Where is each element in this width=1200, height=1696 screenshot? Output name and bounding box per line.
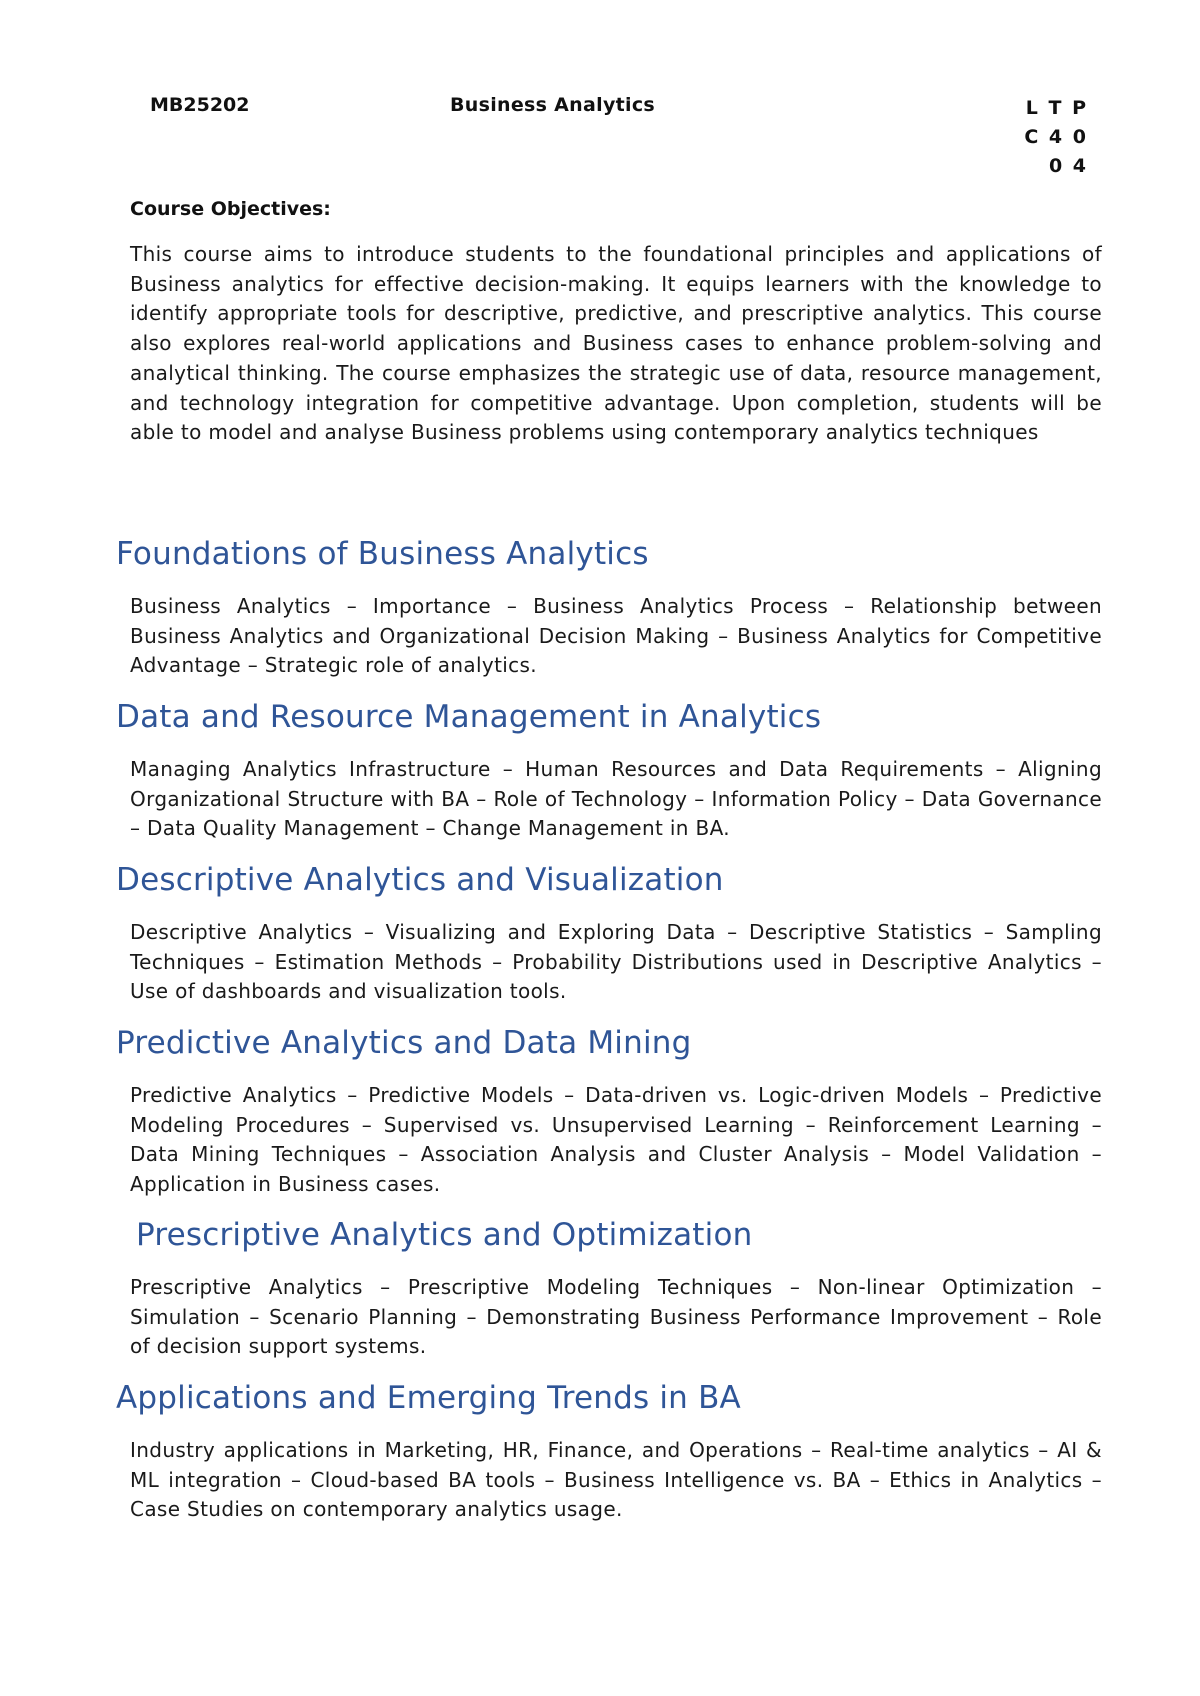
- section-heading-descriptive: Descriptive Analytics and Visualization: [116, 862, 724, 898]
- objectives-text: This course aims to introduce students to the foundational principles and applications of Business analytics for effective decision-making. It equips learners with the knowledge to identify appropriate tools for descriptive, predictive, and prescriptive analytics. This course also explores real-world applications and Business cases to enhance problem-solving and analytical thinking. The course emphasizes the strategic use of data, resource management, and technology integration for competitive advantage. Upon completion, students will be able to model and analyse Business problems using contemporary analytics techniques: [130, 242, 1102, 445]
- ltpc-line: 0 4: [1048, 155, 1088, 177]
- course-title: Business Analytics: [450, 94, 655, 116]
- section-heading-predictive: Predictive Analytics and Data Mining: [116, 1025, 692, 1061]
- section-text-descriptive: Descriptive Analytics – Visualizing and Exploring Data – Descriptive Statistics – Sampling Techniques – Estimation Methods – Probability Distributions used in Descriptive Analytics – Use of dashboards and visualization tools.: [130, 920, 1102, 1004]
- section-text-applications: Industry applications in Marketing, HR, Finance, and Operations – Real-time analytics – AI & ML integration – Cloud-based BA tools – Business Intelligence vs. BA – Ethics in Analytics – Case Studies on contemporary analytics usage.: [130, 1438, 1102, 1522]
- section-heading-data-resource: Data and Resource Management in Analytics: [116, 699, 822, 735]
- section-heading-foundations: Foundations of Business Analytics: [116, 536, 649, 572]
- course-header: [150, 94, 1088, 184]
- section-heading-applications: Applications and Emerging Trends in BA: [116, 1380, 741, 1416]
- section-text-predictive: Predictive Analytics – Predictive Models – Data-driven vs. Logic-driven Models – Predictive Modeling Procedures – Supervised vs. Unsupervised Learning – Reinforcement Learning – Data Mining Techniques – Association Analysis and Cluster Analysis – Model Validation – Application in Business cases.: [130, 1083, 1102, 1197]
- section-heading-prescriptive: Prescriptive Analytics and Optimization: [136, 1217, 753, 1253]
- ltpc-credits: [1024, 94, 1088, 181]
- course-code: MB25202: [150, 94, 250, 116]
- ltpc-line: L T P: [1025, 97, 1088, 119]
- ltpc-line: C 4 0: [1024, 126, 1088, 148]
- section-text-prescriptive: Prescriptive Analytics – Prescriptive Modeling Techniques – Non-linear Optimization – Simulation – Scenario Planning – Demonstrating Business Performance Improvement – Role of decision support systems.: [130, 1275, 1102, 1359]
- objectives-label: Course Objectives:: [130, 198, 331, 220]
- section-text-foundations: Business Analytics – Importance – Business Analytics Process – Relationship between Business Analytics and Organizational Decision Making – Business Analytics for Competitive Advantage – Strategic role of analytics.: [130, 594, 1102, 678]
- section-text-data-resource: Managing Analytics Infrastructure – Human Resources and Data Requirements – Aligning Organizational Structure with BA – Role of Technology – Information Policy – Data Governance – Data Quality Management – Change Management in BA.: [130, 757, 1102, 841]
